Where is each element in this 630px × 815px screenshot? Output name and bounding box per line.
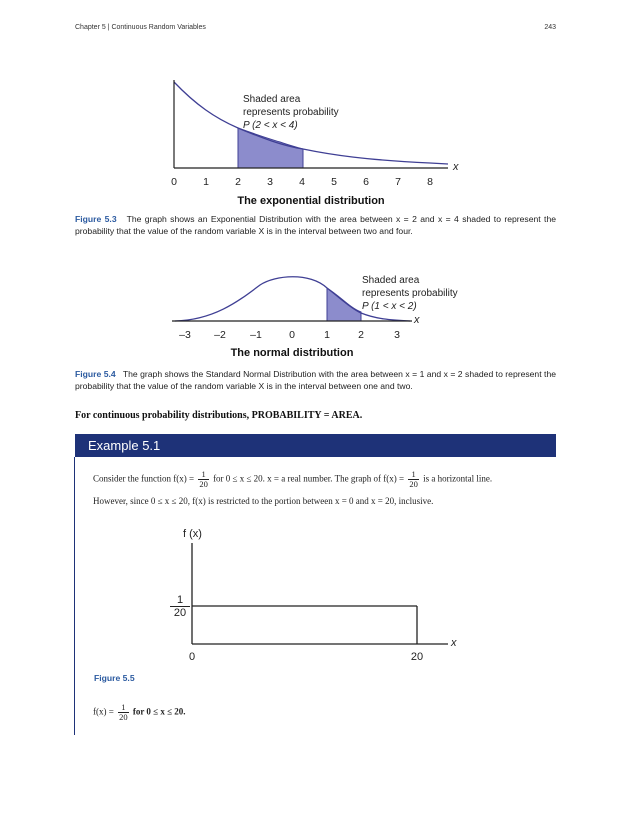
exponential-shaded-area [238,128,303,168]
figure-5-3-caption [75,213,556,237]
fraction: $\frac{1}{20}$ [119,702,128,722]
uniform-distribution-graph [0,540,630,655]
example-line-1: Consider the function f(x) = $\frac{1}{20}$ for 0 ≤ x ≤ 20. x = a real number. The graph of f(x) = $\frac{1}{20}$ is a horizontal line. [93,469,493,489]
normal-title: The normal distribution [230,347,354,359]
figure-5-4-caption [75,368,556,392]
fraction: $\frac{1}{20}$ [409,469,418,489]
uniform-y-value: 1 20 [170,594,190,619]
uniform-x-label: x [451,637,457,649]
exponential-x-label: x [453,161,459,173]
caption-text: The graph shows the Standard Normal Distribution with the area between x = 1 and x = 2 shaded to represent the probability that the value of the random variable X is in the interval between one and two. [75,369,556,391]
tick-label: 1 [203,176,209,188]
example-formula: f(x) = $\frac{1}{20}$ for 0 ≤ x ≤ 20. [93,702,186,722]
tick-label: –1 [250,329,262,341]
normal-shaded-area [327,288,361,321]
tick-label: 2 [358,329,364,341]
tick-label: –2 [214,329,226,341]
figure-label: Figure 5.4 [75,369,116,379]
tick-label: 6 [363,176,369,188]
uniform-y-label: f (x) [183,528,202,540]
tick-label: 8 [427,176,433,188]
tick-label: 0 [188,651,196,663]
tick-label: 1 [324,329,330,341]
chapter-header: Chapter 5 | Continuous Random Variables [75,24,206,31]
tick-label: 3 [267,176,273,188]
caption-text: The graph shows an Exponential Distribution with the area between x = 2 and x = 4 shaded to represent the probability that the value of the random variable X is in the interval between two and four. [75,214,556,236]
figure-5-5-label: Figure 5.5 [94,673,135,683]
normal-annotation: Shaded area represents probability P (1 < x < 2) [362,275,458,312]
tick-label: 4 [299,176,305,188]
tick-label: 0 [171,176,177,188]
tick-label: 20 [410,651,424,663]
normal-distribution-graph [0,260,630,340]
tick-label: –3 [179,329,191,341]
probability-area-statement: For continuous probability distributions, PROBABILITY = AREA. [75,410,363,421]
tick-label: 0 [289,329,295,341]
exponential-annotation: Shaded area represents probability P (2 < x < 4) [243,94,339,131]
normal-x-label: x [414,314,420,326]
figure-label: Figure 5.3 [75,214,117,224]
tick-label: 3 [394,329,400,341]
example-title: Example 5.1 [88,438,161,453]
example-line-2: However, since 0 ≤ x ≤ 20, f(x) is restricted to the portion between x = 0 and x = 20, inclusive. [93,496,434,506]
tick-label: 7 [395,176,401,188]
page-number: 243 [544,24,556,31]
fraction: $\frac{1}{20}$ [199,469,208,489]
tick-label: 5 [331,176,337,188]
exponential-title: The exponential distribution [237,195,385,207]
example-header [75,434,556,457]
tick-label: 2 [235,176,241,188]
